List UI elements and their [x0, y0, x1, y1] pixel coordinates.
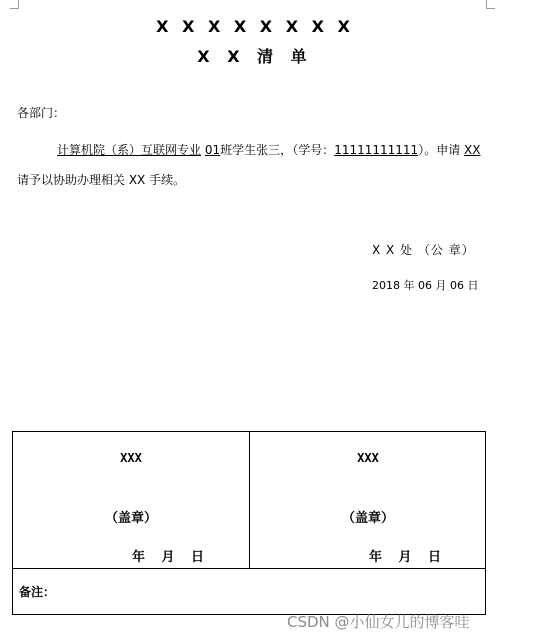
- issue-date: 2018 年 06 月 06 日: [372, 279, 479, 292]
- salutation: 各部门：: [17, 106, 66, 120]
- body-line-2: 请予以协助办理相关 XX 手续。: [17, 173, 186, 187]
- cell-seal-label: （盖章）: [104, 511, 157, 526]
- student-text: 学生张三: [232, 143, 281, 157]
- cell-seal-label: （盖章）: [341, 511, 394, 526]
- comma: ，: [280, 143, 293, 157]
- student-id-open: （学号：: [292, 143, 335, 157]
- seal-cell-right: [250, 432, 486, 568]
- cell-org-name: XXX: [120, 451, 142, 465]
- student-id: 11111111111: [334, 143, 419, 157]
- remark-label: 备注：: [19, 585, 56, 599]
- apply-text: 。申请: [424, 143, 465, 157]
- watermark: CSDN @小仙女儿的博客哇: [287, 613, 470, 631]
- page-corner-mark-right: [486, 0, 495, 9]
- office-seal-line: X X 处 （公 章）: [372, 243, 475, 257]
- student-id-close: ）: [418, 143, 425, 157]
- class-suffix: 班: [220, 143, 233, 157]
- major-text: 互联网专业: [141, 143, 202, 157]
- document-subtitle: X X 清 单: [197, 47, 313, 66]
- college-text: 计算机院（系）: [57, 143, 142, 157]
- cell-org-name: XXX: [357, 451, 379, 465]
- seal-table: [12, 431, 486, 615]
- seal-cell-left: [13, 432, 249, 568]
- page-corner-mark-left: [10, 0, 19, 9]
- class-number: 01: [204, 143, 221, 157]
- document-title: X X X X X X X X: [156, 17, 354, 36]
- cell-date-label: 年 月 日: [132, 550, 205, 565]
- apply-item: XX: [464, 143, 481, 157]
- table-divider-horizontal: [13, 568, 485, 569]
- cell-date-label: 年 月 日: [369, 550, 442, 565]
- body-line-1: [57, 141, 480, 158]
